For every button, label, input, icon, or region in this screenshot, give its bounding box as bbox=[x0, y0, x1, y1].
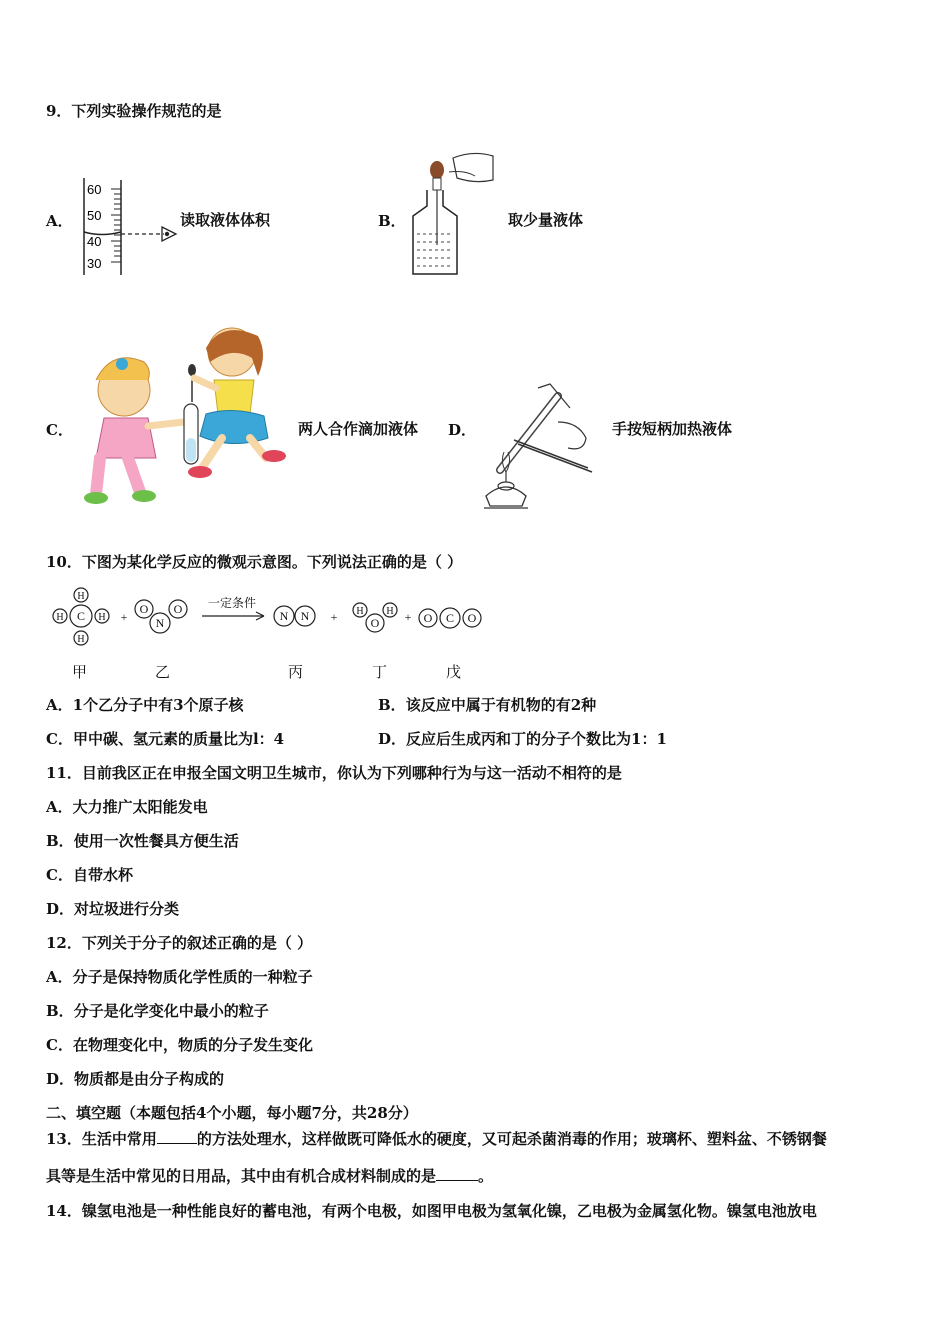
molecule-name-wu: 戊 bbox=[446, 663, 462, 681]
cylinder-tick-30: 30 bbox=[87, 256, 102, 271]
q12-option-b-text: 分子是化学变化中最小的粒子 bbox=[73, 1002, 269, 1020]
q11-option-a-text: 大力推广太阳能发电 bbox=[72, 798, 208, 816]
q13-part-2: 的方法处理水，这样做既可降低水的硬度，又可起杀菌消毒的作用；玻璃杯、塑料盆、不锈钢餐 bbox=[196, 1130, 827, 1148]
q12-option-d-letter: D． bbox=[46, 1070, 75, 1088]
q13-line-2 bbox=[46, 1166, 493, 1186]
q9-option-c-letter: C． bbox=[46, 421, 73, 439]
atom-o: O bbox=[467, 611, 477, 625]
q13-blank-1[interactable] bbox=[157, 1129, 197, 1144]
q9-stem: 9．下列实验操作规范的是 bbox=[46, 102, 222, 120]
atom-o: O bbox=[370, 616, 380, 630]
cylinder-tick-60: 60 bbox=[87, 182, 102, 197]
q12-option-b bbox=[46, 1001, 269, 1021]
cylinder-tick-40: 40 bbox=[87, 234, 102, 249]
atom-h: H bbox=[77, 634, 85, 645]
two-children-dropper-figure bbox=[82, 318, 294, 510]
plus-sign: + bbox=[330, 610, 338, 624]
q11-option-c-text: 自带水杯 bbox=[72, 866, 133, 884]
q12-option-c bbox=[46, 1035, 313, 1055]
q9-option-c-text: 两人合作滴加液体 bbox=[298, 420, 419, 438]
q13-blank-2[interactable] bbox=[436, 1166, 478, 1181]
heating-test-tube-figure bbox=[478, 382, 603, 512]
q9-option-d-text: 手按短柄加热液体 bbox=[612, 420, 733, 438]
q13-part-4: 。 bbox=[478, 1167, 494, 1185]
q11-option-a bbox=[46, 797, 208, 817]
q11-option-c-letter: C． bbox=[46, 866, 73, 884]
hand-icon bbox=[453, 153, 493, 181]
q10-option-c bbox=[46, 729, 284, 749]
q11-option-b-text: 使用一次性餐具方便生活 bbox=[73, 832, 239, 850]
q10-option-b-letter: B． bbox=[378, 696, 406, 714]
atom-h: H bbox=[386, 606, 394, 617]
q12-option-b-letter: B． bbox=[46, 1002, 74, 1020]
molecule-name-jia: 甲 bbox=[72, 663, 88, 681]
cylinder-tick-50: 50 bbox=[87, 208, 102, 223]
q12-stem: 12．下列关于分子的叙述正确的是（ ） bbox=[46, 934, 313, 952]
atom-n: N bbox=[279, 609, 289, 623]
plus-sign: + bbox=[120, 610, 128, 624]
q11-option-d-letter: D． bbox=[46, 900, 75, 918]
q10-option-b bbox=[378, 695, 596, 715]
q12-option-a-letter: A． bbox=[46, 968, 73, 986]
q10-option-a-letter: A． bbox=[46, 696, 73, 714]
q12-option-c-letter: C． bbox=[46, 1036, 73, 1054]
reaction-condition: 一定条件 bbox=[207, 596, 257, 610]
q12-option-a bbox=[46, 967, 313, 987]
q11-option-c bbox=[46, 865, 133, 885]
atom-h: H bbox=[98, 612, 106, 623]
atom-n: N bbox=[300, 609, 310, 623]
q10-option-c-text: 甲中碳、氢元素的质量比为l：4 bbox=[72, 730, 285, 748]
atom-o: O bbox=[173, 602, 183, 616]
q11-option-d-text: 对垃圾进行分类 bbox=[74, 900, 180, 918]
atom-o: O bbox=[139, 602, 149, 616]
q9-option-b-text: 取少量液体 bbox=[508, 211, 584, 229]
q13-part-3: 具等是生活中常见的日用品，其中由有机合成材料制成的是 bbox=[46, 1167, 437, 1185]
q10-option-a bbox=[46, 695, 244, 715]
hand-icon bbox=[558, 422, 586, 449]
molecule-name-yi: 乙 bbox=[155, 663, 171, 681]
q12-option-d-text: 物质都是由分子构成的 bbox=[74, 1070, 225, 1088]
q9-option-a-letter: A． bbox=[46, 212, 73, 230]
q10-option-d-text: 反应后生成丙和丁的分子个数比为1：1 bbox=[406, 730, 667, 748]
atom-c: C bbox=[445, 611, 455, 625]
q12-option-d bbox=[46, 1069, 224, 1089]
molecule-name-ding: 丁 bbox=[372, 663, 388, 681]
q9-option-a-text: 读取液体体积 bbox=[180, 211, 271, 229]
q14-text: 14．镍氢电池是一种性能良好的蓄电池，有两个电极，如图甲电极为氢氧化镍，乙电极为金属氢化物。镍氢电池放电 bbox=[46, 1202, 817, 1220]
atom-n: N bbox=[155, 616, 165, 630]
q10-option-d-letter: D． bbox=[378, 730, 407, 748]
dropper-bottle-figure bbox=[405, 150, 497, 280]
graduated-cylinder-figure bbox=[78, 175, 183, 280]
q12-option-c-text: 在物理变化中，物质的分子发生变化 bbox=[72, 1036, 313, 1054]
q11-stem: 11．目前我区正在申报全国文明卫生城市，你认为下列哪种行为与这一活动不相符的是 bbox=[46, 764, 622, 782]
atom-h: H bbox=[356, 606, 364, 617]
section-2-title: 二、填空题（本题包括4个小题，每小题7分，共28分） bbox=[46, 1104, 418, 1122]
atom-h: H bbox=[56, 612, 64, 623]
q11-option-b-letter: B． bbox=[46, 832, 74, 850]
q10-option-d bbox=[378, 729, 667, 749]
atom-h: H bbox=[77, 591, 85, 602]
reaction-diagram bbox=[46, 583, 496, 653]
q13-line-1 bbox=[46, 1129, 827, 1149]
atom-o: O bbox=[423, 611, 433, 625]
q9-option-d-letter: D． bbox=[448, 421, 477, 439]
plus-sign: + bbox=[404, 610, 412, 624]
atom-c: C bbox=[76, 609, 86, 623]
q10-option-c-letter: C． bbox=[46, 730, 73, 748]
q9-option-b-letter: B． bbox=[378, 212, 406, 230]
q12-option-a-text: 分子是保持物质化学性质的一种粒子 bbox=[72, 968, 313, 986]
q11-option-a-letter: A． bbox=[46, 798, 73, 816]
q10-stem: 10．下图为某化学反应的微观示意图。下列说法正确的是（ ） bbox=[46, 553, 463, 571]
q10-option-a-text: 1个乙分子中有3个原子核 bbox=[72, 696, 244, 714]
q11-option-d bbox=[46, 899, 179, 919]
q11-option-b bbox=[46, 831, 239, 851]
q10-option-b-text: 该反应中属于有机物的有2种 bbox=[405, 696, 597, 714]
q13-part-1: 13．生活中常用 bbox=[46, 1130, 157, 1148]
molecule-name-bing: 丙 bbox=[288, 663, 304, 681]
